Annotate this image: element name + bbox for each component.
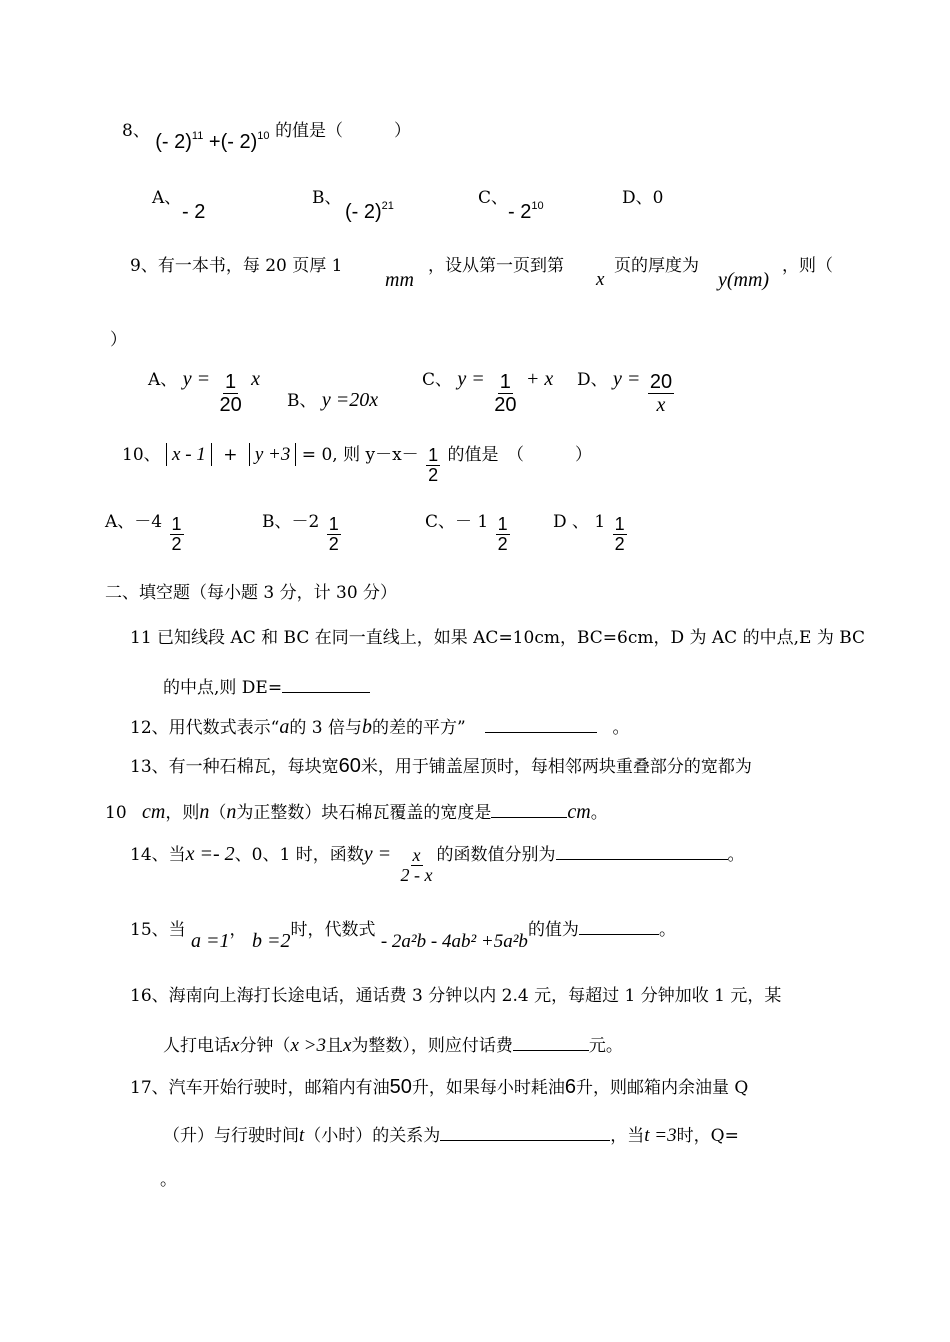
- q9-x: x: [596, 269, 605, 290]
- q8-expression: (- 2)$^{11}$ +(- 2)$^{10}$: [155, 130, 270, 153]
- q13-line-2: 10 cm，则n（n为正整数）块石棉瓦覆盖的宽度是 cm。: [105, 801, 608, 823]
- q16-line-1: 16、海南向上海打长途电话，通话费 3 分钟以内 2.4 元，每超过 1 分钟加收 1 元，某: [130, 986, 782, 1006]
- q9-option-c: C、 y = $\frac{1}{20}$ + x: [422, 367, 554, 416]
- q17-answer-blank[interactable]: [440, 1124, 610, 1141]
- q12-answer-blank[interactable]: [485, 716, 597, 733]
- q8-option-c-value: - $2^{10}$: [508, 200, 544, 223]
- q17-line-2: （升）与行驶时间t（小时）的关系为 ，当t =3时，Q=: [163, 1125, 739, 1146]
- q16-answer-blank[interactable]: [513, 1034, 589, 1051]
- q12-line: 12、用代数式表示“a的 3 倍与b的差的平方” 。: [130, 716, 630, 738]
- q9-text-1: 9、有一本书，每 20 页厚 1: [130, 256, 343, 276]
- q8-line: [122, 120, 412, 153]
- q8-option-a-value: - 2: [182, 201, 206, 223]
- section-heading: 二、填空题（每小题 3 分，计 30 分）: [105, 583, 398, 603]
- q8-number: 8、: [122, 121, 150, 141]
- q11-line-2: 的中点,则 DE=: [163, 676, 370, 697]
- q9-close-paren: ）: [110, 330, 127, 350]
- q9-mm: mm: [385, 269, 414, 291]
- q9-option-d: D、 y = $\frac{20}{x}$: [577, 367, 673, 416]
- q10-option-a: A、－4 $\frac{1}{2}$: [105, 512, 182, 554]
- q10-fraction: $\frac{1}{2}$: [428, 445, 439, 485]
- q8-option-b-value: (- 2)$^{21}$: [345, 200, 394, 223]
- q11-answer-blank[interactable]: [282, 676, 370, 693]
- q15-answer-blank[interactable]: [579, 918, 659, 935]
- q9-a-fraction: $\frac{1}{20}$: [219, 371, 242, 416]
- q17-line-3: 。: [160, 1170, 177, 1190]
- q8-option-a-label: A、: [152, 188, 182, 208]
- q9-option-b: B、 y =20x: [287, 389, 379, 411]
- q14-fraction: $\frac{x}{2 - x}$: [400, 845, 433, 885]
- q10-option-d: D 、 1 $\frac{1}{2}$: [553, 512, 625, 554]
- q8-option-c-label: C、: [478, 188, 509, 208]
- q8-text: 的值是（ ）: [275, 121, 412, 141]
- q14-line: 14、当x =- 2、0、1 时，函数y = $\frac{x}{2 - x}$ 的函数值分别为 。: [130, 843, 745, 885]
- q15-line: 15、当 a =1， b =2时，代数式 - 2a²b - 4ab² +5a²b的值为 。: [130, 920, 676, 952]
- q10-line: 10、 x - 1 + y +3 = 0, 则 y－x－ $\frac{1}{2}$ 的值是 （ ）: [122, 444, 592, 485]
- q13-line-1: 13、有一种石棉瓦，每块宽60米，用于铺盖屋顶时，每相邻两块重叠部分的宽都为: [130, 755, 752, 777]
- q8-option-d: D、0: [622, 188, 664, 208]
- q9-text-3: 页的厚度为: [614, 256, 699, 276]
- q10-abs-1: x - 1: [166, 443, 212, 466]
- q9-option-a: A、 y = $\frac{1}{20}$ x: [148, 367, 261, 416]
- q9-d-fraction: $\frac{20}{x}$: [649, 371, 673, 416]
- q14-answer-blank[interactable]: [556, 843, 728, 860]
- q9-text-4: ，则（: [782, 256, 833, 276]
- q16-line-2: 人打电话x分钟（x >3且x为整数），则应付话费 元。: [163, 1035, 623, 1056]
- q9-c-fraction: $\frac{1}{20}$: [494, 371, 517, 416]
- q13-answer-blank[interactable]: [491, 801, 567, 818]
- q10-option-c: C、－ 1 $\frac{1}{2}$: [425, 512, 508, 554]
- q10-option-b: B、－2 $\frac{1}{2}$: [262, 512, 339, 554]
- q8-option-b-label: B、: [312, 188, 342, 208]
- q10-abs-2: y +3: [249, 443, 297, 466]
- q9-y: y(mm): [718, 269, 770, 291]
- q17-line-1: 17、汽车开始行驶时，邮箱内有油50升，如果每小时耗油6升，则邮箱内余油量 Q: [130, 1076, 749, 1098]
- q11-line-1: 11 已知线段 AC 和 BC 在同一直线上，如果 AC=10cm，BC=6cm，D 为 AC 的中点,E 为 BC: [130, 628, 866, 648]
- q9-text-2: ，设从第一页到第: [428, 256, 564, 276]
